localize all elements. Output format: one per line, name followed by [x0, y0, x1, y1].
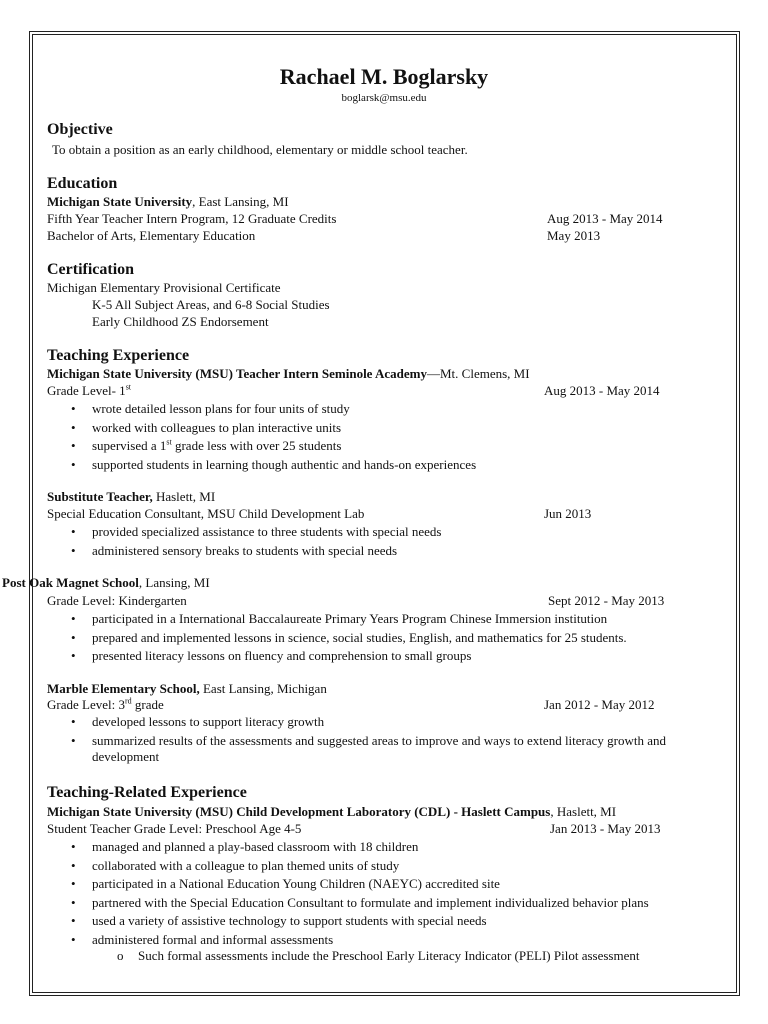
job3-bullets — [71, 611, 627, 667]
list-item: • used a variety of assistive technology to support students with special needs — [71, 913, 649, 929]
job3-level: Grade Level: Kindergarten — [47, 593, 187, 608]
education-school-name: Michigan State University — [47, 194, 193, 209]
job1-level-text: Grade Level- 1 — [47, 383, 126, 398]
certification-heading: Certification — [47, 261, 135, 278]
related-date: Jan 2013 - May 2013 — [550, 821, 661, 836]
certification-line-1: Michigan Elementary Provisional Certificate — [47, 280, 281, 295]
job4-level — [47, 697, 164, 713]
related-level: Student Teacher Grade Level: Preschool Age 4-5 — [47, 821, 302, 836]
list-item-text: summarized results of the assessments and suggested areas to improve and ways to extend literacy growth and — [92, 732, 667, 748]
certification-line-3: Early Childhood ZS Endorsement — [92, 314, 269, 329]
job2-org: Substitute Teacher, — [47, 489, 153, 504]
list-item: • managed and planned a play-based classroom with 18 children — [71, 839, 649, 855]
job2-role: Special Education Consultant, MSU Child Development Lab — [47, 506, 365, 521]
job2-date: Jun 2013 — [544, 506, 592, 521]
objective-heading: Objective — [47, 121, 113, 138]
list-item: • collaborated with a colleague to plan themed units of study — [71, 858, 649, 874]
candidate-email: boglarsk@msu.edu — [341, 92, 427, 104]
education-degree: Bachelor of Arts, Elementary Education — [47, 228, 256, 243]
education-program: Fifth Year Teacher Intern Program, 12 Graduate Credits — [47, 211, 337, 226]
job2-bullets — [71, 524, 441, 561]
education-program-date: Aug 2013 - May 2014 — [547, 211, 663, 226]
education-school-location: , East Lansing, MI — [192, 194, 289, 209]
sub-bullet-text: Such formal assessments include the Preschool Early Literacy Indicator (PELI) Pilot assessment — [138, 948, 640, 963]
job3-date: Sept 2012 - May 2013 — [548, 593, 665, 608]
job4-location: East Lansing, Michigan — [199, 681, 327, 696]
list-item: • wrote detailed lesson plans for four units of study — [71, 401, 476, 417]
education-heading: Education — [47, 175, 118, 192]
education-school — [47, 194, 289, 210]
job4-bullets — [71, 714, 711, 767]
job4-level-sup: rd — [124, 696, 132, 706]
list-item: • provided specialized assistance to three students with special needs — [71, 524, 441, 540]
job1-org: Michigan State University (MSU) Teacher Intern Seminole Academy — [47, 366, 427, 381]
job3-title — [2, 575, 210, 591]
education-degree-date: May 2013 — [547, 228, 601, 243]
certification-line-2: K-5 All Subject Areas, and 6-8 Social Studies — [92, 297, 330, 312]
job4-level-text: grade — [131, 697, 164, 712]
list-item-sup: st — [166, 437, 172, 447]
related-heading: Teaching-Related Experience — [47, 784, 247, 801]
list-item: • administered sensory breaks to students with special needs — [71, 543, 441, 559]
job3-org: Post Oak Magnet School — [2, 575, 139, 590]
job1-bullets — [71, 401, 476, 475]
job1-location: —Mt. Clemens, MI — [426, 366, 530, 381]
list-item-text: development — [92, 748, 160, 764]
job3-location: , Lansing, MI — [138, 575, 210, 590]
job2-title — [47, 489, 215, 505]
list-item: • partnered with the Special Education Consultant to formulate and implement individualized behavior plans — [71, 895, 649, 911]
job1-level — [47, 383, 131, 399]
list-item: • supported students in learning though authentic and hands-on experiences — [71, 457, 476, 473]
job4-org: Marble Elementary School, — [47, 681, 200, 696]
list-item: • prepared and implemented lessons in science, social studies, English, and mathematics for 25 students. — [71, 630, 627, 646]
list-item: • administered formal and informal assessments — [71, 932, 649, 948]
related-title — [47, 804, 616, 820]
job1-title — [47, 366, 530, 382]
related-bullets — [71, 839, 649, 950]
job1-level-sup: st — [125, 382, 132, 392]
list-item-text: grade less with over 25 students — [171, 438, 342, 453]
teaching-heading: Teaching Experience — [47, 347, 190, 364]
job4-level-text: Grade Level: 3 — [47, 697, 125, 712]
list-item: • participated in a National Education Young Children (NAEYC) accredited site — [71, 876, 649, 892]
related-location: , Haslett, MI — [550, 804, 617, 819]
list-item: • presented literacy lessons on fluency and comprehension to small groups — [71, 648, 627, 664]
sub-bullet-marker: o — [117, 948, 124, 963]
job2-location: Haslett, MI — [152, 489, 216, 504]
list-item — [71, 438, 476, 454]
list-item: • worked with colleagues to plan interactive units — [71, 420, 476, 436]
candidate-name: Rachael M. Boglarsky — [279, 64, 489, 89]
job1-date: Aug 2013 - May 2014 — [544, 383, 660, 398]
objective-text: To obtain a position as an early childhood, elementary or middle school teacher. — [52, 142, 468, 157]
list-item: • participated in a International Baccalaureate Primary Years Program Chinese Immersion institution — [71, 611, 627, 627]
job4-date: Jan 2012 - May 2012 — [544, 697, 655, 712]
job4-title — [47, 681, 327, 697]
list-item — [71, 733, 711, 765]
list-item-text: supervised a 1 — [92, 438, 167, 453]
related-org: Michigan State University (MSU) Child Development Laboratory (CDL) - Haslett Campus — [47, 804, 551, 819]
list-item: • developed lessons to support literacy growth — [71, 714, 711, 730]
